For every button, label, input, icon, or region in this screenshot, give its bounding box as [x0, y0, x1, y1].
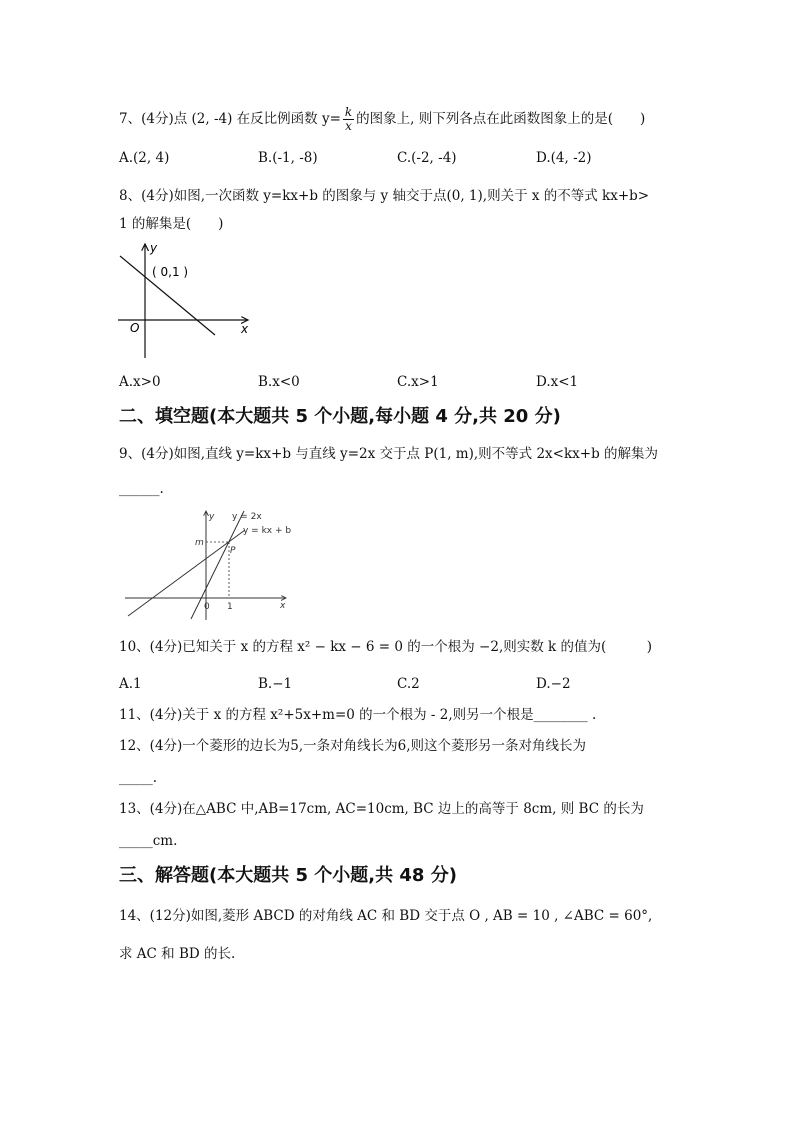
q8-choice-b: B.x<0	[258, 374, 300, 390]
q9-line-2x-label: y = 2x	[232, 512, 262, 522]
q8-choice-c: C.x>1	[397, 374, 439, 390]
q9-blank: ______.	[119, 481, 164, 497]
q7-frac-num: k	[344, 105, 353, 119]
q9-line-kxb-label: y = kx + b	[243, 526, 292, 536]
q7-frac-den: x	[345, 119, 352, 133]
q7-choice-d: D.(4, -2)	[536, 150, 592, 166]
q12-stem-line1: 12、(4分)一个菱形的边长为5,一条对角线长为6,则这个菱形另一条对角线长为	[119, 738, 587, 754]
q8-choice-a: A.x>0	[119, 374, 161, 390]
q7-stem-pre: 7、(4分)点 (2, -4) 在反比例函数 y=	[119, 111, 341, 127]
q8-y-label: y	[150, 241, 158, 255]
q11-stem: 11、(4分)关于 x 的方程 x²+5x+m=0 的一个根为 - 2,则另一个根是________ .	[119, 707, 597, 723]
q13-stem-line1: 13、(4分)在△ABC 中,AB=17cm, AC=10cm, BC 边上的高等于 8cm, 则 BC 的长为	[119, 801, 644, 817]
q8-choice-d: D.x<1	[536, 374, 579, 390]
q7-fraction	[343, 106, 354, 133]
q9-y-label: y	[209, 512, 215, 522]
q9-graph	[120, 505, 295, 623]
q7-stem-post: 的图象上, 则下列各点在此函数图象上的是( )	[356, 111, 646, 127]
q10-stem: 10、(4分)已知关于 x 的方程 x² − kx − 6 = 0 的一个根为 −2,则实数 k 的值为( )	[119, 639, 653, 655]
q7-choice-a: A.(2, 4)	[119, 150, 170, 166]
section3-title: 三、解答题(本大题共 5 个小题,共 48 分)	[119, 865, 457, 886]
q14-stem-line2: 求 AC 和 BD 的长.	[119, 946, 236, 962]
q7-stem	[119, 106, 645, 133]
q9-stem-line1: 9、(4分)如图,直线 y=kx+b 与直线 y=2x 交于点 P(1, m),则不等式 2x<kx+b 的解集为	[119, 446, 659, 462]
section2-title: 二、填空题(本大题共 5 个小题,每小题 4 分,共 20 分)	[119, 406, 561, 427]
q9-one-label: 1	[227, 602, 233, 612]
q10-choice-b: B.−1	[258, 676, 293, 692]
q13-blank: _____cm.	[119, 833, 178, 849]
q7-choice-c: C.(-2, -4)	[397, 150, 457, 166]
q8-stem-line1: 8、(4分)如图,一次函数 y=kx+b 的图象与 y 轴交于点(0, 1),则关于 x 的不等式 kx+b>	[119, 188, 650, 204]
q8-stem-line2: 1 的解集是( )	[119, 216, 224, 232]
q8-point-label: ( 0,1 )	[152, 265, 189, 279]
q10-choice-d: D.−2	[536, 676, 571, 692]
q9-line-2x	[191, 511, 244, 619]
q9-x-label: x	[280, 601, 286, 611]
q10-choice-c: C.2	[397, 676, 420, 692]
q14-stem-line1: 14、(12分)如图,菱形 ABCD 的对角线 AC 和 BD 交于点 O , AB = 10 , ∠ABC = 60°,	[119, 908, 653, 924]
q10-choice-a: A.1	[119, 676, 142, 692]
q8-origin-label: O	[130, 321, 140, 335]
q9-m-label: m	[195, 538, 204, 548]
q7-choice-b: B.(-1, -8)	[258, 150, 318, 166]
q9-zero-label: 0	[204, 602, 210, 612]
q8-graph	[112, 238, 257, 363]
q9-p-label: P	[230, 546, 236, 556]
q8-x-label: x	[241, 322, 249, 336]
q12-blank: _____.	[119, 770, 158, 786]
